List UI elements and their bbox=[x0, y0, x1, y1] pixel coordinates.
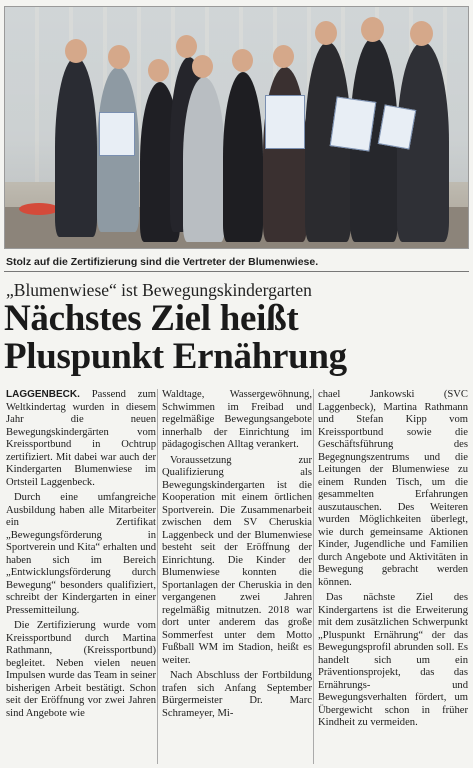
article-column-3 bbox=[318, 389, 468, 733]
group-photo bbox=[4, 6, 469, 249]
column-divider bbox=[313, 389, 314, 764]
kicker: „Blumenwiese“ ist Bewegungskindergarten bbox=[6, 280, 312, 300]
paragraph: Nach Abschluss der Fortbildung trafen sich Anfang September Bürgermeister Dr. Marc Schrameyer, Mi- bbox=[162, 670, 312, 719]
certificate-frame bbox=[378, 105, 416, 150]
column-divider bbox=[157, 389, 158, 764]
paragraph: chael Jankowski (SVC Laggenbeck), Martina Rathmann und Stefan Kipp vom Kreissportbund sowie die Geschäftsführung des Begegnungszentrums und die Leitungen der Blumenwiese zu einem Runden Tisch, um die gesammelten Erfahrungen auszutauschen. Des Weiteren wurden Möglichkeiten überlegt, wie durch gemeinsame Aktionen Kinder, Jugendliche und Familien durch Angebote und Aktivitäten in Bewegung gebracht werden können. bbox=[318, 389, 468, 588]
paragraph bbox=[6, 389, 156, 489]
certificate-frame bbox=[330, 96, 377, 151]
paragraph: Durch eine umfangreiche Ausbildung haben alle Mitarbeiter ein Zertifikat „Bewegungsförderung in Sportverein und Kita“ erhalten und haben sich im Bereich „Entwicklungsförderung durch Bewegung“ besonders qualifiziert, schreibt der Kindergarten in einer Pressemitteilung. bbox=[6, 492, 156, 616]
certificate-frame bbox=[265, 95, 305, 149]
dateline: LAGGENBECK. bbox=[6, 389, 80, 400]
paragraph: Das nächste Ziel des Kindergartens ist die Erweiterung mit dem zusätzlichen Schwerpunkt „Pluspunkt Ernährung“ der das Bewegungsprofil abrunden soll. Es handelt sich um ein Präventionsprojekt, das das Ernährungs- und Bewegungsverhalten fördert, um Übergewicht schon in früher Kindheit zu vermeiden. bbox=[318, 592, 468, 728]
article-column-1 bbox=[6, 389, 156, 723]
paragraph-text: Passend zum Weltkindertag wurden in diesem Jahr die neuen Bewegungskindergärten vom Kreissportbund in Ochtrup zertifiziert. Mit dabei war auch der Kindergarten Blumenwiese im Ortsteil Laggenbeck. bbox=[6, 389, 156, 488]
article-column-2 bbox=[162, 389, 312, 723]
headline bbox=[4, 300, 470, 376]
headline-line-1: Nächstes Ziel heißt bbox=[4, 298, 299, 339]
paragraph: Die Zertifizierung wurde vom Kreissportbund durch Martina Rathmann, (Kreissportbund) begleitet. Neben vielen neuen Impulsen wurde das Team in seiner bisherigen Arbeit bestätigt. Schon seit der Eröffnung vor zwei Jahren sind Angebote wie bbox=[6, 620, 156, 719]
certificate-frame bbox=[99, 112, 135, 156]
photo-caption: Stolz auf die Zertifizierung sind die Vertreter der Blumenwiese. bbox=[6, 256, 319, 268]
paragraph: Voraussetzung zur Qualifizierung als Bewegungskindergarten ist die Kooperation mit einem örtlichen Sportverein. Die Zusammenarbeit zwischen dem SV Cheruskia Laggenbeck und der Blumenwiese besteht seit der Eröffnung der Einrichtung. Die Kinder der Blumenwiese konnten die Sportanlagen der Cheruskia in den vergangenen zwei Jahren regelmäßig mitnutzen. 2018 war dort unter anderem das große Sommerfest unter dem Motto Fußball WM im Stadion, heißt es weiter. bbox=[162, 454, 312, 666]
headline-line-2: Pluspunkt Ernährung bbox=[4, 336, 347, 377]
photo-red-mat bbox=[19, 203, 59, 215]
paragraph: Waldtage, Wassergewöhnung, Schwimmen im Freibad und regelmäßige Bewegungsangebote innerhalb der Einrichtung im pädagogischen Alltag verankert. bbox=[162, 389, 312, 450]
divider bbox=[4, 271, 469, 272]
